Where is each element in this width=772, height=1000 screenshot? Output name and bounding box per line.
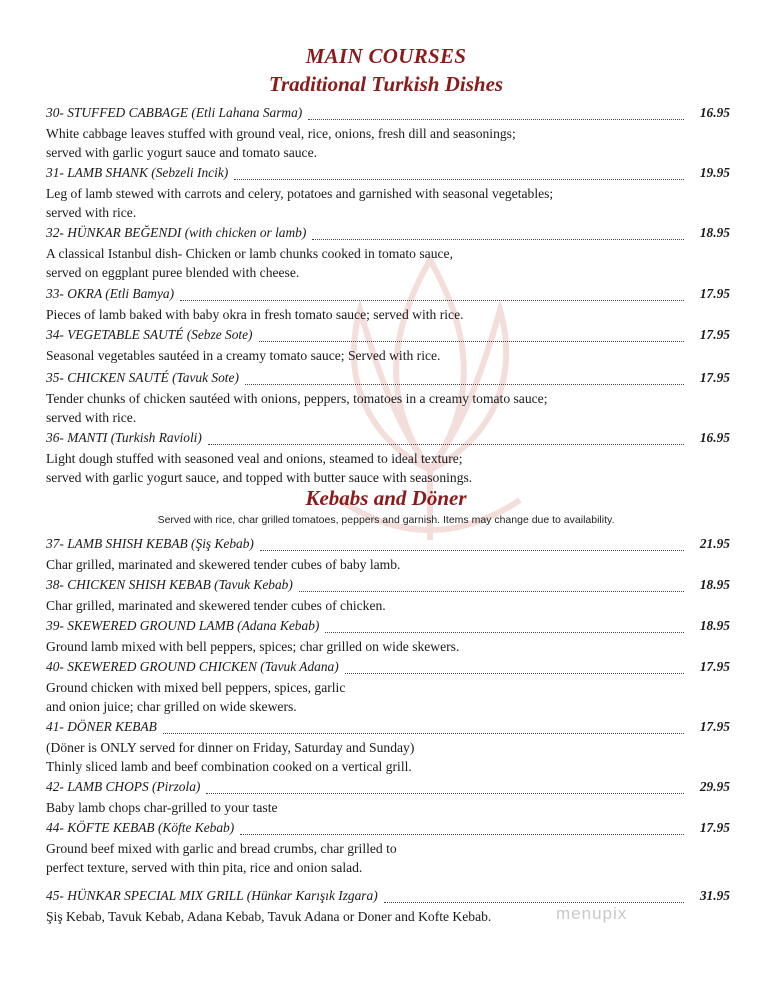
item-description: Thinly sliced lamb and beef combination cooked on a vertical grill.	[46, 759, 412, 774]
item-description: perfect texture, served with thin pita, rice and onion salad.	[46, 860, 363, 875]
dot-leader	[384, 892, 684, 903]
item-price: 18.95	[699, 225, 730, 240]
menupix-watermark: menupix	[556, 904, 628, 923]
main-courses-heading: MAIN COURSES	[305, 44, 467, 68]
item-title: 39- SKEWERED GROUND LAMB (Adana Kebab)	[46, 618, 320, 633]
item-price: 16.95	[699, 430, 730, 445]
item-description: served on eggplant puree blended with cheese.	[46, 265, 300, 280]
item-price: 18.95	[699, 577, 730, 592]
kebabs-note: Served with rice, char grilled tomatoes, peppers and garnish. Items may change due to availability.	[157, 514, 615, 526]
menu-item	[46, 286, 730, 324]
dot-leader	[259, 331, 684, 342]
item-description: Ground chicken with mixed bell peppers, spices, garlic	[46, 680, 346, 695]
dot-leader	[208, 434, 684, 445]
item-description: Tender chunks of chicken sautéed with onions, peppers, tomatoes in a creamy tomato sauce;	[46, 391, 548, 406]
item-description: (Döner is ONLY served for dinner on Friday, Saturday and Sunday)	[46, 740, 415, 755]
item-title: 30- STUFFED CABBAGE (Etli Lahana Sarma)	[46, 105, 303, 120]
item-price: 21.95	[699, 536, 730, 551]
dot-leader	[260, 540, 684, 551]
item-price: 29.95	[699, 779, 730, 794]
item-title: 42- LAMB CHOPS (Pirzola)	[46, 779, 201, 794]
menu-item	[46, 105, 730, 162]
menu-item	[46, 370, 730, 427]
item-title: 41- DÖNER KEBAB	[46, 719, 157, 734]
item-price: 17.95	[699, 659, 730, 674]
dot-leader	[163, 723, 684, 734]
item-title: 31- LAMB SHANK (Sebzeli Incik)	[46, 165, 229, 180]
item-title: 35- CHICKEN SAUTÉ (Tavuk Sote)	[46, 370, 239, 385]
item-description: served with garlic yogurt sauce and tomato sauce.	[46, 145, 318, 160]
item-description: served with rice.	[46, 205, 137, 220]
menu-item	[46, 577, 730, 615]
item-description: Light dough stuffed with seasoned veal and onions, steamed to ideal texture;	[46, 451, 463, 466]
traditional-dishes-heading: Traditional Turkish Dishes	[268, 72, 504, 96]
item-price: 31.95	[699, 888, 730, 903]
item-description: A classical Istanbul dish- Chicken or lamb chunks cooked in tomato sauce,	[46, 246, 453, 261]
menu-item	[46, 659, 730, 716]
dot-leader	[299, 581, 684, 592]
item-description: Baby lamb chops char-grilled to your taste	[46, 800, 278, 815]
item-description: Char grilled, marinated and skewered tender cubes of baby lamb.	[46, 557, 401, 572]
dot-leader	[180, 290, 684, 301]
dot-leader	[308, 109, 684, 120]
item-title: 36- MANTI (Turkish Ravioli)	[46, 430, 202, 445]
item-description: Char grilled, marinated and skewered tender cubes of chicken.	[46, 598, 386, 613]
dot-leader	[245, 374, 684, 385]
dot-leader	[240, 824, 684, 835]
item-price: 18.95	[699, 618, 730, 633]
dot-leader	[312, 229, 684, 240]
item-price: 19.95	[699, 165, 730, 180]
item-description: served with rice.	[46, 410, 137, 425]
item-title: 34- VEGETABLE SAUTÉ (Sebze Sote)	[46, 327, 253, 342]
menu-item	[46, 536, 730, 574]
item-description: Seasonal vegetables sautéed in a creamy tomato sauce; Served with rice.	[46, 348, 441, 363]
item-description: Pieces of lamb baked with baby okra in fresh tomato sauce; served with rice.	[46, 307, 464, 322]
item-description: Leg of lamb stewed with carrots and celery, potatoes and garnished with seasonal vegetables;	[46, 186, 554, 201]
item-description: White cabbage leaves stuffed with ground veal, rice, onions, fresh dill and seasonings;	[46, 126, 516, 141]
dot-leader	[234, 169, 684, 180]
menu-item	[46, 888, 730, 926]
dot-leader	[206, 783, 684, 794]
dot-leader	[345, 663, 684, 674]
item-description: served with garlic yogurt sauce, and topped with butter sauce with seasonings.	[46, 470, 473, 485]
item-price: 17.95	[699, 286, 730, 301]
item-price: 17.95	[699, 327, 730, 342]
item-title: 32- HÜNKAR BEĞENDI (with chicken or lamb)	[46, 225, 307, 240]
item-description: Şiş Kebab, Tavuk Kebab, Adana Kebab, Tavuk Adana or Doner and Kofte Kebab.	[46, 909, 492, 924]
item-price: 17.95	[699, 719, 730, 734]
menu-item	[46, 225, 730, 282]
item-description: Ground lamb mixed with bell peppers, spices; char grilled on wide skewers.	[46, 639, 460, 654]
item-price: 16.95	[699, 105, 730, 120]
item-title: 33- OKRA (Etli Bamya)	[46, 286, 175, 301]
item-title: 44- KÖFTE KEBAB (Köfte Kebab)	[46, 820, 235, 835]
kebabs-heading: Kebabs and Döner	[305, 486, 467, 510]
menu-item	[46, 327, 730, 365]
menu-item	[46, 618, 730, 656]
item-title: 40- SKEWERED GROUND CHICKEN (Tavuk Adana)	[46, 659, 339, 674]
item-description: and onion juice; char grilled on wide skewers.	[46, 699, 297, 714]
menu-item	[46, 820, 730, 877]
item-description: Ground beef mixed with garlic and bread crumbs, char grilled to	[46, 841, 397, 856]
item-price: 17.95	[699, 820, 730, 835]
item-title: 45- HÜNKAR SPECIAL MIX GRILL (Hünkar Karışık Izgara)	[46, 888, 378, 903]
menu-item	[46, 165, 730, 222]
menu-item	[46, 719, 730, 776]
menu-item	[46, 430, 730, 487]
item-price: 17.95	[699, 370, 730, 385]
dot-leader	[325, 622, 684, 633]
menu-item	[46, 779, 730, 817]
item-title: 38- CHICKEN SHISH KEBAB (Tavuk Kebab)	[46, 577, 293, 592]
item-title: 37- LAMB SHISH KEBAB (Şiş Kebab)	[46, 536, 254, 551]
